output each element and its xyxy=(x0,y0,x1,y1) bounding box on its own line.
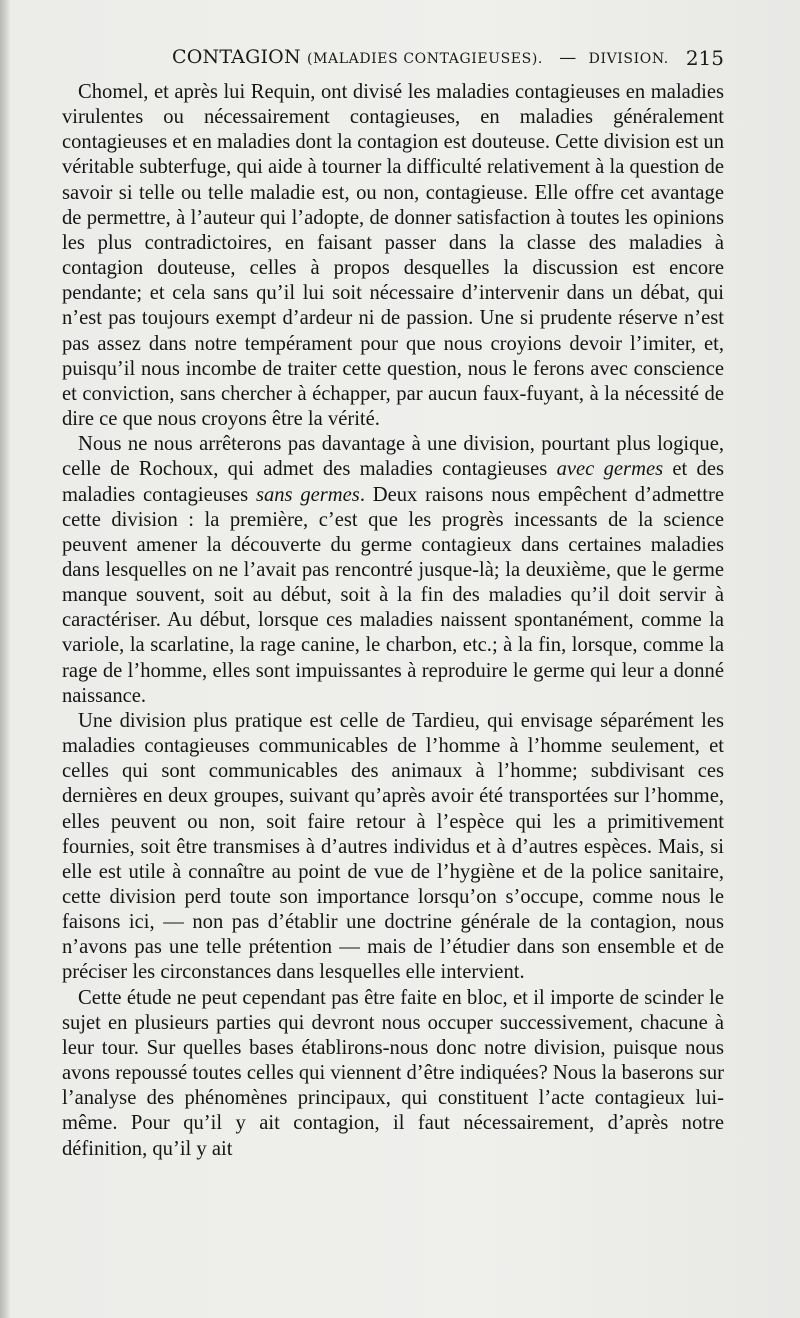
header-dash: — xyxy=(559,48,577,68)
header-title: CONTAGION xyxy=(172,46,301,68)
paragraph-2-part-3: . Deux raisons nous empêchent d’admettre cette division : la première, c’est que les progrès incessants de la science peuvent amener la découverte du germe contagieux dans certaines maladies dans lesquelles on ne l’avait pas rencontré jusque-là; la deuxième, que le germe manque souvent, soit au début, soit à la fin des maladies qu’il doit servir à caractériser. Au début, lorsque ces maladies naissent spontanément, comme la variole, la scarlatine, la rage canine, le charbon, etc.; à la fin, lorsque, comme la rage de l’homme, elles sont impuissantes à reproduire le germe qui leur a donné naissance. xyxy=(62,483,724,707)
paragraph-2-italic-avec-germes: avec germes xyxy=(556,458,664,481)
paragraph-2-italic-sans-germes: sans germes xyxy=(255,483,360,506)
page-number: 215 xyxy=(685,46,724,70)
paragraph-2-part-2: et des maladies contagieuses xyxy=(62,458,724,506)
paragraph-3: Une division plus pratique est celle de Tardieu, qui envisage séparément les maladies contagieuses communicables de l’homme à l’homme seulement, et celles qui sont communicables des animaux à l’homme; subdivisant ces dernières en deux groupes, suivant qu’après avoir été transportées sur l’homme, elles peuvent ou non, soit faire retour à l’espèce qui les a primitivement fournies, soit être transmises à d’autres individus et à d’autres espèces. Mais, si elle est utile à connaître au point de vue de l’hygiène et de la police sanitaire, cette division perd toute son importance lorsqu’on s’occupe, comme nous le faisons ici, — non pas d’établir une doctrine générale de la contagion, nous n’avons pas une telle prétention — mais de l’étudier dans son ensemble et de préciser les circonstances dans lesquelles elle intervient. xyxy=(62,709,724,984)
paragraph-2-part-1: Nous ne nous arrêterons pas davantage à une division, pourtant plus logique, celle de Rochoux, qui admet des maladies contagieuses xyxy=(62,433,724,481)
paragraph-2 xyxy=(62,432,724,709)
running-head xyxy=(62,44,724,76)
header-section: DIVISION. xyxy=(588,51,669,67)
header-subtitle: (MALADIES CONTAGIEUSES). xyxy=(307,51,543,67)
body-text xyxy=(62,80,724,1162)
page-binding-shadow xyxy=(0,0,10,1318)
paragraph-4: Cette étude ne peut cependant pas être faite en bloc, et il importe de scinder le sujet en plusieurs parties qui devront nous occuper successivement, chacune à leur tour. Sur quelles bases établirons-nous donc notre division, puisque nous avons repoussé toutes celles qui viennent d’être indiquées? Nous la baserons sur l’analyse des phénomènes principaux, qui constituent l’acte contagieux lui-même. Pour qu’il y ait contagion, il faut nécessairement, d’après notre définition, qu’il y ait xyxy=(62,986,724,1160)
header-title-line xyxy=(172,46,669,68)
paragraph-1: Chomel, et après lui Requin, ont divisé les maladies contagieuses en maladies virulentes ou nécessairement contagieuses, en maladies généralement contagieuses et en maladies dont la contagion est douteuse. Cette division est un véritable subterfuge, qui aide à tourner la difficulté relativement à la question de savoir si telle ou telle maladie est, ou non, contagieuse. Elle offre cet avantage de permettre, à l’auteur qui l’adopte, de donner satisfaction à toutes les opinions les plus contradictoires, en faisant passer dans la classe des maladies à contagion douteuse, celles à propos desquelles la discussion est encore pendante; et cela sans qu’il lui soit nécessaire d’intervenir dans un débat, qui n’est pas toujours exempt d’ardeur ni de passion. Une si prudente réserve n’est pas assez dans notre tempérament pour que nous croyions devoir l’imiter, et, puisqu’il nous incombe de traiter cette question, nous le ferons avec conscience et conviction, sans chercher à échapper, par aucun faux-fuyant, à la nécessité de dire ce que nous croyons être la vérité. xyxy=(62,81,724,431)
